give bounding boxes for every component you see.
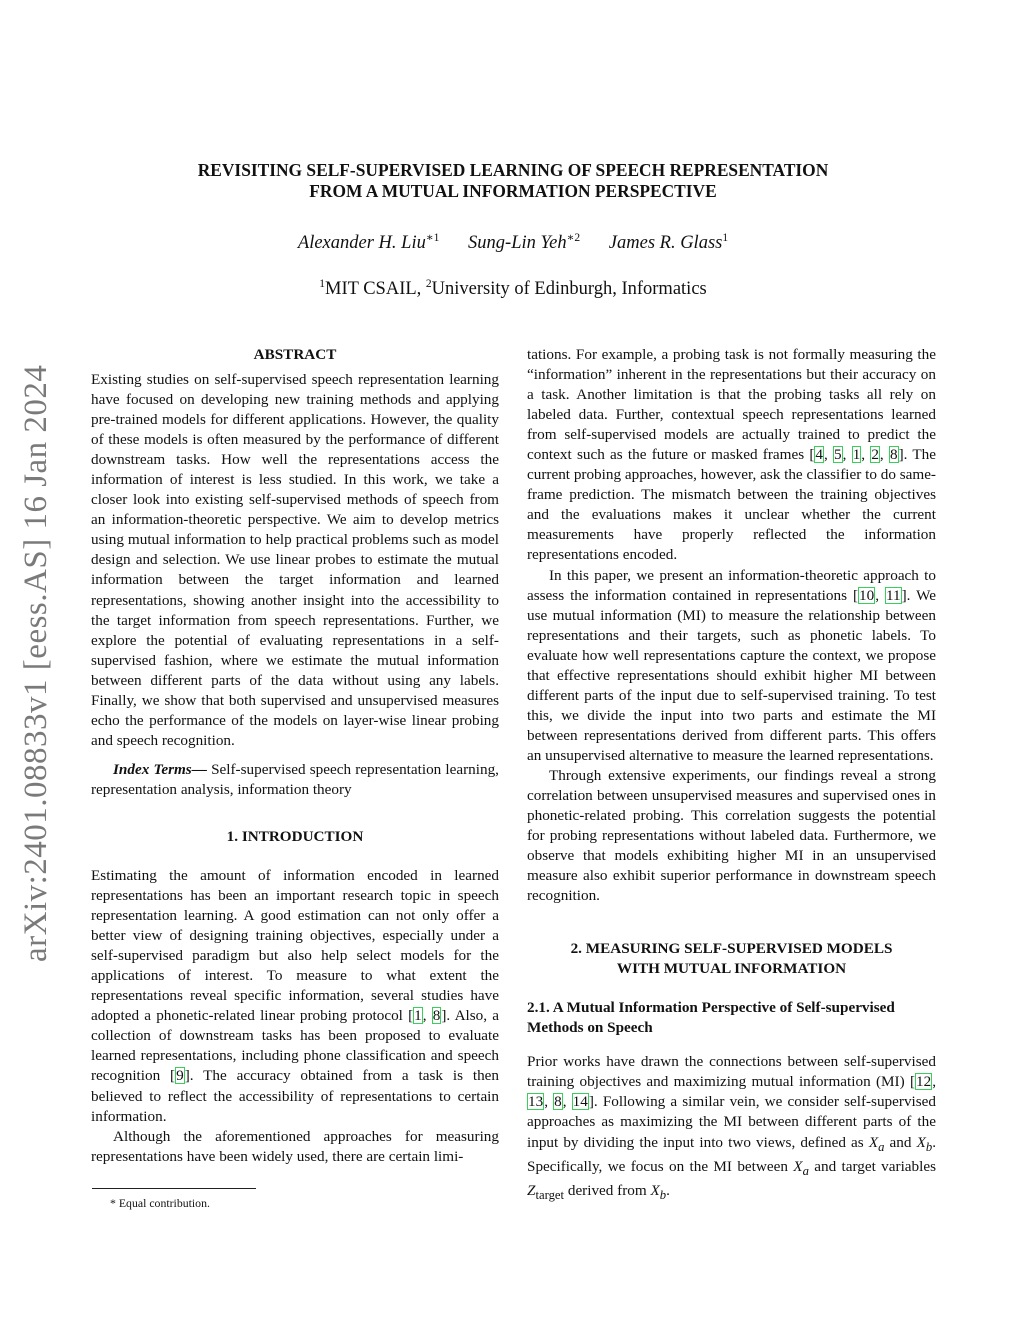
math-base: X <box>868 1133 879 1151</box>
intro-paragraph-2-cont <box>527 345 936 566</box>
citation-link[interactable]: 8 <box>554 1093 562 1111</box>
author-2 <box>468 233 580 253</box>
math-sub: a <box>878 1139 885 1154</box>
index-terms-text: Self-supervised speech representation learning, representation analysis, information theory <box>91 760 499 798</box>
citation-link[interactable]: 1 <box>414 1007 422 1025</box>
math-base: X <box>916 1133 926 1151</box>
author-mark: ∗2 <box>566 232 581 244</box>
text-run: , <box>861 446 871 464</box>
citation-link[interactable]: 12 <box>916 1073 932 1091</box>
author-list <box>90 230 936 254</box>
text-run: Estimating the amount of information encoded in learned representations has been an important research topic in speech representation learning. A good estimation can not only offer a better view of designing training objectives, especially under a self-supervised paradigm but also help select models for the applications of interest. To measure to what extent the representations reveal specific information, several studies have adopted a phonetic-related linear probing protocol [ <box>91 866 499 1025</box>
text-run: ]. Also, a collection of downstream tasks has been proposed to evaluate learned representations, including phone classification and speech recognition [ <box>91 1007 500 1085</box>
intro-paragraph-1 <box>91 866 499 1127</box>
citation-link[interactable]: 2 <box>871 446 879 464</box>
intro-paragraph-3 <box>527 566 936 766</box>
citation-link[interactable]: 13 <box>528 1093 544 1111</box>
title-line-1: REVISITING SELF-SUPERVISED LEARNING OF SPEECH REPRESENTATION <box>197 160 829 180</box>
intro-paragraph-4: Through extensive experiments, our findings reveal a strong correlation between unsupervised measures and supervised ones in phonetic-related probing. This correlation suggests the potential for probing representations without labeled data. Furthermore, we observe that models exhibiting higher MI in an unsupervised measure also exhibit superior performance in downstream speech recognition. <box>527 766 936 905</box>
section-2-heading-line-1: 2. MEASURING SELF-SUPERVISED MODELS <box>570 940 893 958</box>
author-3 <box>609 233 728 253</box>
math-base: X <box>793 1157 803 1175</box>
text-run: , <box>544 1093 554 1111</box>
text-run: , <box>842 446 852 464</box>
affil-mark: 2 <box>425 278 432 290</box>
left-column <box>91 345 499 1167</box>
text-run: ]. Following a similar vein, we consider self-supervised approaches as maximizing the MI between different parts of the input by dividing the input into two views, defined as <box>527 1093 937 1151</box>
abstract-heading: ABSTRACT <box>253 346 337 363</box>
affil-mark: 1 <box>319 278 326 290</box>
citation-link[interactable]: 8 <box>889 446 898 464</box>
section-2-heading <box>527 939 936 979</box>
citation-link[interactable]: 5 <box>834 446 842 464</box>
subsection-2-1-heading: 2.1. A Mutual Information Perspective of Self-supervised Methods on Speech <box>527 999 895 1037</box>
math-xa <box>868 1133 885 1154</box>
text-run: ]. We use mutual information (MI) to measure the relationship between representations and their targets, such as phonetic labels. To evaluate how well representations capture the context, we propose that effective representations should exhibit higher MI between different parts of the input due to self-supervised training. To test this, we divide the input into two parts and estimate the MI between representations derived from different parts. This offers an unsupervised alternative to measure the learned representations. <box>527 586 936 764</box>
index-terms <box>91 760 499 800</box>
citation-link[interactable]: 14 <box>572 1093 588 1111</box>
right-column <box>527 345 936 1205</box>
author-name: Alexander H. Liu <box>297 233 426 254</box>
math-base: Z <box>527 1181 536 1199</box>
text-run: . Specifically, we focus on the MI between <box>527 1133 936 1175</box>
title-line-2: FROM A MUTUAL INFORMATION PERSPECTIVE <box>309 181 717 201</box>
intro-paragraph-2-start: Although the aforementioned approaches for measuring representations have been widely used, there are certain limi- <box>91 1127 499 1165</box>
author-mark: ∗1 <box>425 232 440 244</box>
citation-link[interactable]: 11 <box>885 586 901 604</box>
citation-link[interactable]: 9 <box>176 1067 184 1085</box>
text-run: , <box>562 1093 572 1111</box>
text-run: tations. For example, a probing task is not formally measuring the “information” inherent in the representations but their accuracy on a task. Another limitation is that the probing tasks all rely on labeled data. Further, contextual speech representations learned from self-supervised models are actually trained to predict the context such as the future or masked frames [ <box>527 346 936 464</box>
citation-link[interactable]: 1 <box>852 446 861 464</box>
text-run: derived from <box>564 1181 651 1199</box>
author-mark: 1 <box>722 232 729 244</box>
text-run: and <box>884 1133 917 1151</box>
author-name: James R. Glass <box>608 233 723 254</box>
text-run: In this paper, we present an information-theoretic approach to assess the information contained in representations [ <box>527 566 936 604</box>
text-run: , <box>875 586 885 604</box>
section-2-heading-line-2: WITH MUTUAL INFORMATION <box>616 960 847 978</box>
text-run: , <box>824 446 834 464</box>
author-name: Sung-Lin Yeh <box>468 233 567 254</box>
math-sub: b <box>925 1139 933 1154</box>
text-run: ]. The current probing approaches, however, ask the classifier to do same-frame prediction. The mismatch between the training objectives and the evaluations makes it unclear whether the current measurements have properly reflected the information representations encoded. <box>527 446 937 564</box>
math-xa <box>793 1157 809 1178</box>
math-sub: a <box>802 1163 809 1178</box>
index-terms-label: Index Terms— <box>113 760 207 778</box>
citation-link[interactable]: 4 <box>815 446 823 464</box>
math-z-target <box>527 1181 565 1202</box>
author-1 <box>298 233 440 253</box>
affiliations <box>90 278 936 300</box>
footnote: * Equal contribution. <box>110 1196 210 1210</box>
intro-heading: 1. INTRODUCTION <box>226 827 364 845</box>
math-xb <box>916 1133 933 1154</box>
text-run: . <box>666 1181 670 1199</box>
footnote-rule <box>92 1188 256 1189</box>
text-run: Prior works have drawn the connections between self-supervised training objectives and maximizing mutual information (MI) [ <box>527 1053 936 1091</box>
math-sub: b <box>659 1187 667 1202</box>
affil-1: MIT CSAIL, <box>325 279 426 300</box>
abstract-text: Existing studies on self-supervised speech representation learning have focused on developing new training methods and applying pre-trained models for different applications. However, the quality of these models is often measured by the performance of different downstream tasks. How well the representations access the information of interest is less studied. In this work, we take a closer look into existing self-supervised methods of speech from an information-theoretic perspective. We aim to develop metrics using mutual information to help practical problems such as model design and selection. We use linear probes to estimate the mutual information between the target information and learned representations, showing another insight into the accessibility to the target information from speech representations. Further, we explore the potential of evaluating representations in a self-supervised fashion, where we estimate the mutual information between different parts of the data without using any labels. Finally, we show that both supervised and unsupervised measures echo the performance of the models on layer-wise linear probing and speech recognition. <box>91 371 499 749</box>
affil-2: University of Edinburgh, Informatics <box>431 279 707 300</box>
citation-link[interactable]: 8 <box>432 1007 441 1025</box>
math-xb <box>650 1181 667 1202</box>
text-run: , <box>879 446 889 464</box>
text-run: , <box>932 1073 936 1091</box>
text-run: ]. The accuracy obtained from a task is then believed to reflect the accessibility of representations to certain information. <box>91 1067 499 1125</box>
math-sub: target <box>535 1187 565 1202</box>
paper-title <box>90 160 936 202</box>
arxiv-stamp: arXiv:2401.08833v1 [eess.AS] 16 Jan 2024 <box>18 364 54 962</box>
text-run: , <box>422 1007 432 1025</box>
section-2-1-paragraph <box>527 1052 936 1204</box>
math-base: X <box>650 1181 660 1199</box>
text-run: and target variables <box>808 1157 936 1175</box>
citation-link[interactable]: 10 <box>859 586 875 604</box>
